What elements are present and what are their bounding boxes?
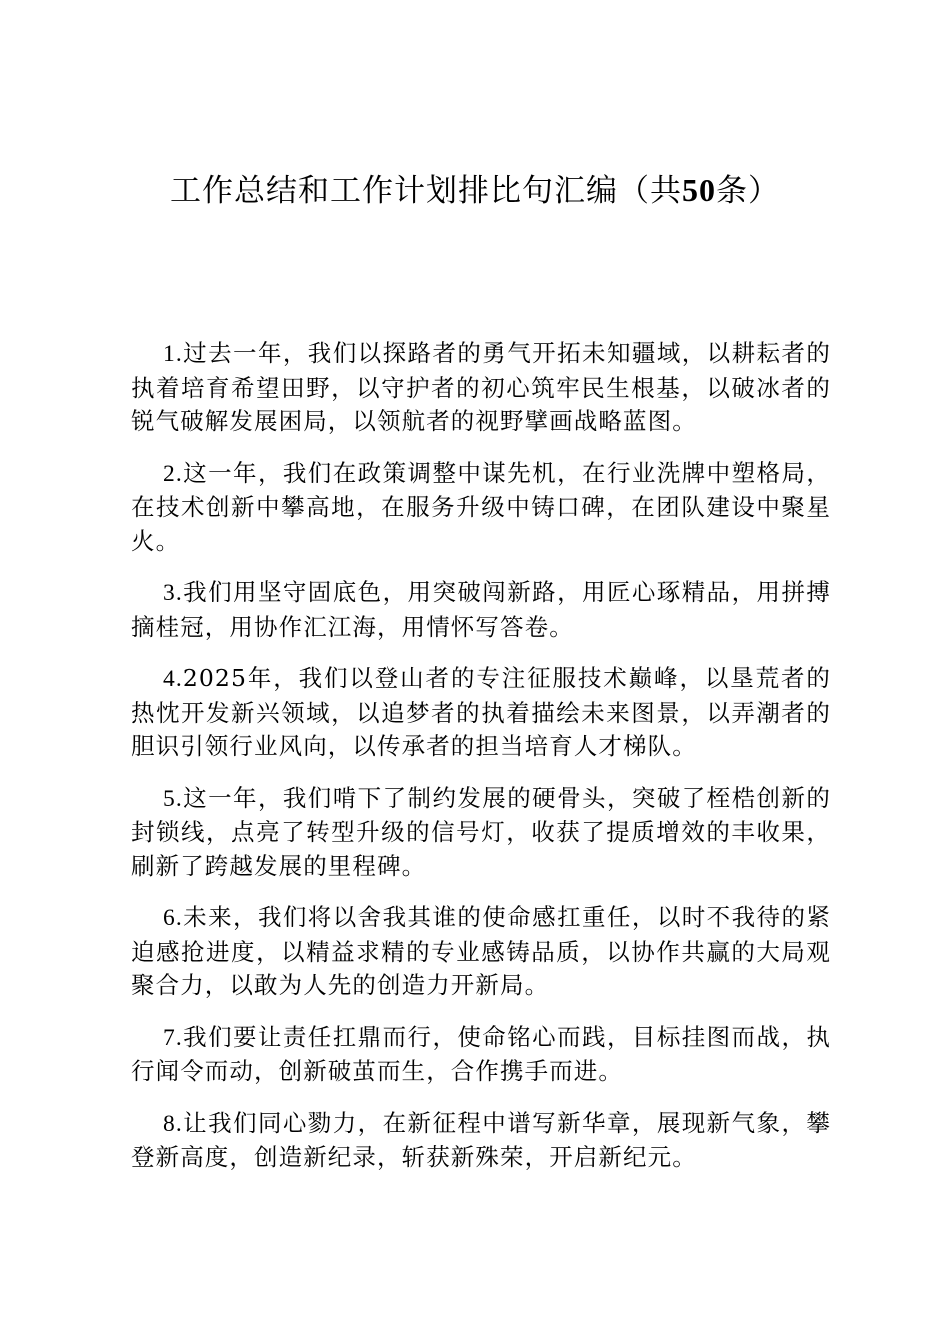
title-prefix: 工作总结和工作计划排比句汇编（共 — [170, 173, 682, 209]
paragraph-1 — [131, 337, 831, 439]
paragraph-text: 未来，我们将以舍我其谁的使命感扛重任，以时不我待的紧迫感抢进度，以精益求精的专业感铸品质，以协作共赢的大局观聚合力，以敢为人先的创造力开新局。 — [131, 903, 831, 999]
paragraph-number: 6. — [163, 905, 183, 931]
paragraph-2 — [131, 457, 831, 559]
paragraph-number: 3. — [163, 580, 183, 606]
document-body — [131, 337, 831, 1193]
paragraph-7 — [131, 1021, 831, 1089]
paragraph-text: 2025年，我们以登山者的专注征服技术巅峰，以垦荒者的热忱开发新兴领域，以追梦者的执着描绘未来图景，以弄潮者的胆识引领行业风向，以传承者的担当培育人才梯队。 — [131, 664, 831, 760]
paragraph-3 — [131, 576, 831, 644]
title-count: 50 — [682, 172, 716, 208]
paragraph-6 — [131, 901, 831, 1003]
paragraph-number: 1. — [163, 341, 183, 367]
paragraph-8 — [131, 1107, 831, 1175]
title-suffix: 条） — [716, 173, 780, 209]
paragraph-number: 7. — [163, 1024, 183, 1051]
paragraph-text: 这一年，我们在政策调整中谋先机，在行业洗牌中塑格局，在技术创新中攀高地，在服务升级中铸口碑，在团队建设中聚星火。 — [131, 458, 831, 555]
paragraph-text: 过去一年，我们以探路者的勇气开拓未知疆域，以耕耘者的执着培育希望田野，以守护者的初心筑牢民生根基，以破冰者的锐气破解发展困局，以领航者的视野擘画战略蓝图。 — [131, 339, 831, 435]
paragraph-text: 我们用坚守固底色，用突破闯新路，用匠心琢精品，用拼搏摘桂冠，用协作汇江海，用情怀写答卷。 — [131, 578, 831, 641]
paragraph-text: 我们要让责任扛鼎而行，使命铭心而践，目标挂图而战，执行闻令而动，创新破茧而生，合作携手而进。 — [131, 1022, 831, 1085]
paragraph-number: 2. — [163, 460, 183, 487]
paragraph-number: 8. — [163, 1110, 183, 1137]
paragraph-5 — [131, 782, 831, 884]
paragraph-number: 5. — [163, 785, 183, 812]
paragraph-number: 4. — [163, 666, 183, 692]
document-title — [0, 168, 950, 213]
paragraph-4 — [131, 662, 831, 764]
paragraph-text: 这一年，我们啃下了制约发展的硬骨头，突破了桎梏创新的封锁线，点亮了转型升级的信号灯，收获了提质增效的丰收果，刷新了跨越发展的里程碑。 — [131, 783, 831, 880]
paragraph-text: 让我们同心勠力，在新征程中谱写新华章，展现新气象，攀登新高度，创造新纪录，斩获新殊荣，开启新纪元。 — [131, 1108, 831, 1171]
